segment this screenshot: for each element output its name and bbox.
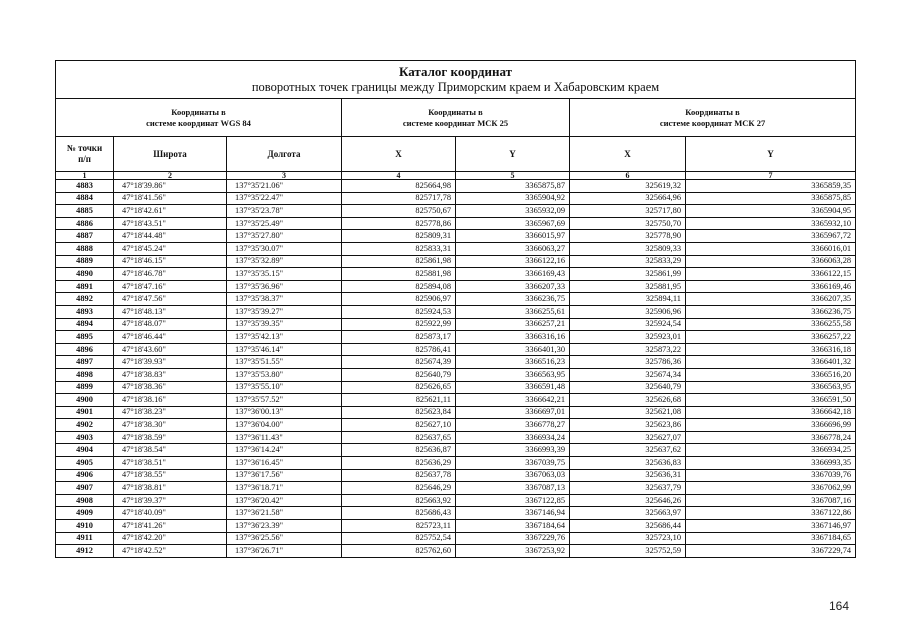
cell-y-msk27: 3366207,35 <box>686 293 856 306</box>
cell-longitude: 137°36'21.58" <box>227 507 342 520</box>
cell-x-msk27: 325636,83 <box>570 457 686 470</box>
cell-y-msk25: 3366778,27 <box>456 419 570 432</box>
cell-latitude: 47°18'41.56" <box>114 192 227 205</box>
cell-y-msk25: 3365967,69 <box>456 217 570 230</box>
cell-y-msk27: 3366255,58 <box>686 318 856 331</box>
table-row <box>56 469 856 482</box>
column-number: 2 <box>114 172 227 180</box>
cell-y-msk27: 3367122,86 <box>686 507 856 520</box>
cell-y-msk27: 3366934,25 <box>686 444 856 457</box>
cell-y-msk27: 3367039,76 <box>686 469 856 482</box>
cell-y-msk27: 3367184,65 <box>686 532 856 545</box>
cell-y-msk27: 3365932,10 <box>686 217 856 230</box>
cell-y-msk27: 3365859,35 <box>686 180 856 193</box>
table-row <box>56 419 856 432</box>
cell-y-msk25: 3367253,92 <box>456 545 570 558</box>
column-header-longitude: Долгота <box>227 137 342 172</box>
cell-x-msk25: 825906,97 <box>342 293 456 306</box>
cell-latitude: 47°18'48.13" <box>114 305 227 318</box>
cell-longitude: 137°35'35.15" <box>227 268 342 281</box>
cell-x-msk27: 325646,26 <box>570 494 686 507</box>
cell-x-msk25: 825686,43 <box>342 507 456 520</box>
cell-latitude: 47°18'38.30" <box>114 419 227 432</box>
cell-y-msk27: 3367062,99 <box>686 482 856 495</box>
cell-point-number: 4910 <box>56 520 114 533</box>
cell-y-msk27: 3366257,22 <box>686 331 856 344</box>
cell-point-number: 4886 <box>56 217 114 230</box>
cell-y-msk25: 3366563,95 <box>456 368 570 381</box>
cell-y-msk27: 3366563,95 <box>686 381 856 394</box>
cell-x-msk27: 325833,29 <box>570 255 686 268</box>
cell-longitude: 137°35'51.55" <box>227 356 342 369</box>
cell-x-msk27: 325750,70 <box>570 217 686 230</box>
cell-x-msk25: 825636,87 <box>342 444 456 457</box>
cell-latitude: 47°18'38.51" <box>114 457 227 470</box>
cell-latitude: 47°18'47.56" <box>114 293 227 306</box>
cell-x-msk25: 825663,92 <box>342 494 456 507</box>
cell-latitude: 47°18'39.86" <box>114 180 227 193</box>
table-row <box>56 192 856 205</box>
cell-x-msk27: 325778,90 <box>570 230 686 243</box>
cell-x-msk25: 825922,99 <box>342 318 456 331</box>
cell-longitude: 137°36'20.42" <box>227 494 342 507</box>
cell-x-msk27: 325924,54 <box>570 318 686 331</box>
cell-longitude: 137°35'36.96" <box>227 280 342 293</box>
cell-longitude: 137°36'14.24" <box>227 444 342 457</box>
cell-x-msk25: 825894,08 <box>342 280 456 293</box>
cell-longitude: 137°35'53.80" <box>227 368 342 381</box>
cell-point-number: 4899 <box>56 381 114 394</box>
table-row <box>56 230 856 243</box>
table-row <box>56 406 856 419</box>
cell-x-msk25: 825723,11 <box>342 520 456 533</box>
cell-latitude: 47°18'46.78" <box>114 268 227 281</box>
cell-y-msk25: 3366316,16 <box>456 331 570 344</box>
cell-point-number: 4893 <box>56 305 114 318</box>
cell-latitude: 47°18'45.24" <box>114 242 227 255</box>
cell-x-msk27: 325723,10 <box>570 532 686 545</box>
table-row <box>56 457 856 470</box>
group-header-line: Координаты в <box>685 106 740 117</box>
cell-point-number: 4895 <box>56 331 114 344</box>
cell-latitude: 47°18'44.48" <box>114 230 227 243</box>
cell-x-msk27: 325861,99 <box>570 268 686 281</box>
group-header-msk27 <box>570 99 856 137</box>
cell-y-msk27: 3366642,18 <box>686 406 856 419</box>
cell-y-msk25: 3367122,85 <box>456 494 570 507</box>
cell-latitude: 47°18'39.93" <box>114 356 227 369</box>
cell-point-number: 4890 <box>56 268 114 281</box>
cell-x-msk25: 825637,65 <box>342 431 456 444</box>
cell-y-msk25: 3365904,92 <box>456 192 570 205</box>
cell-latitude: 47°18'40.09" <box>114 507 227 520</box>
cell-x-msk25: 825881,98 <box>342 268 456 281</box>
cell-y-msk27: 3366993,35 <box>686 457 856 470</box>
cell-x-msk27: 325640,79 <box>570 381 686 394</box>
cell-point-number: 4911 <box>56 532 114 545</box>
group-header-msk25 <box>342 99 570 137</box>
cell-point-number: 4885 <box>56 205 114 218</box>
cell-latitude: 47°18'38.23" <box>114 406 227 419</box>
cell-longitude: 137°35'23.78" <box>227 205 342 218</box>
cell-x-msk27: 325621,08 <box>570 406 686 419</box>
cell-latitude: 47°18'39.37" <box>114 494 227 507</box>
cell-y-msk27: 3367146,97 <box>686 520 856 533</box>
cell-x-msk25: 825778,86 <box>342 217 456 230</box>
coordinate-catalog-table <box>55 60 856 558</box>
cell-x-msk25: 825752,54 <box>342 532 456 545</box>
cell-latitude: 47°18'41.26" <box>114 520 227 533</box>
column-number-row <box>56 172 856 180</box>
cell-x-msk27: 325752,59 <box>570 545 686 558</box>
cell-y-msk27: 3366016,01 <box>686 242 856 255</box>
column-header-text: п/п <box>78 154 91 164</box>
coordinate-rows <box>56 180 856 558</box>
cell-y-msk25: 3366934,24 <box>456 431 570 444</box>
cell-point-number: 4894 <box>56 318 114 331</box>
cell-longitude: 137°35'25.49" <box>227 217 342 230</box>
cell-point-number: 4903 <box>56 431 114 444</box>
table-row <box>56 343 856 356</box>
cell-x-msk25: 825623,84 <box>342 406 456 419</box>
cell-longitude: 137°35'42.13" <box>227 331 342 344</box>
cell-y-msk27: 3366696,99 <box>686 419 856 432</box>
catalog-title: Каталог координат <box>399 64 513 79</box>
cell-y-msk25: 3365932,09 <box>456 205 570 218</box>
group-header-line: системе координат МСК 25 <box>402 117 509 128</box>
group-header-line: Координаты в <box>428 106 483 117</box>
table-row <box>56 242 856 255</box>
cell-x-msk25: 825637,78 <box>342 469 456 482</box>
cell-y-msk25: 3366063,27 <box>456 242 570 255</box>
table-row <box>56 331 856 344</box>
cell-longitude: 137°35'22.47" <box>227 192 342 205</box>
cell-x-msk25: 825626,65 <box>342 381 456 394</box>
cell-x-msk27: 325873,22 <box>570 343 686 356</box>
cell-y-msk27: 3366169,46 <box>686 280 856 293</box>
cell-x-msk27: 325906,96 <box>570 305 686 318</box>
cell-point-number: 4889 <box>56 255 114 268</box>
cell-y-msk25: 3366993,39 <box>456 444 570 457</box>
cell-y-msk25: 3367229,76 <box>456 532 570 545</box>
cell-x-msk25: 825762,60 <box>342 545 456 558</box>
cell-longitude: 137°36'00.13" <box>227 406 342 419</box>
table-row <box>56 318 856 331</box>
cell-y-msk27: 3365967,72 <box>686 230 856 243</box>
page-number: 164 <box>829 599 850 613</box>
cell-y-msk25: 3366122,16 <box>456 255 570 268</box>
cell-x-msk27: 325881,95 <box>570 280 686 293</box>
column-number: 6 <box>570 172 686 180</box>
cell-x-msk27: 325809,33 <box>570 242 686 255</box>
cell-y-msk25: 3367087,13 <box>456 482 570 495</box>
cell-y-msk27: 3365875,85 <box>686 192 856 205</box>
cell-longitude: 137°35'55.10" <box>227 381 342 394</box>
cell-longitude: 137°36'04.00" <box>227 419 342 432</box>
cell-x-msk27: 325894,11 <box>570 293 686 306</box>
cell-point-number: 4884 <box>56 192 114 205</box>
table-row <box>56 444 856 457</box>
table-row <box>56 293 856 306</box>
column-header-x-msk27: X <box>570 137 686 172</box>
cell-y-msk27: 3366401,32 <box>686 356 856 369</box>
cell-x-msk25: 825924,53 <box>342 305 456 318</box>
cell-y-msk25: 3366207,33 <box>456 280 570 293</box>
cell-latitude: 47°18'43.60" <box>114 343 227 356</box>
cell-x-msk25: 825750,67 <box>342 205 456 218</box>
cell-y-msk25: 3366401,30 <box>456 343 570 356</box>
group-header-line: системе координат WGS 84 <box>146 117 251 128</box>
column-number: 5 <box>456 172 570 180</box>
cell-latitude: 47°18'38.54" <box>114 444 227 457</box>
cell-x-msk25: 825640,79 <box>342 368 456 381</box>
cell-latitude: 47°18'46.44" <box>114 331 227 344</box>
cell-y-msk27: 3366122,15 <box>686 268 856 281</box>
cell-y-msk25: 3366257,21 <box>456 318 570 331</box>
cell-latitude: 47°18'43.51" <box>114 217 227 230</box>
cell-longitude: 137°35'27.80" <box>227 230 342 243</box>
cell-x-msk27: 325674,34 <box>570 368 686 381</box>
cell-latitude: 47°18'42.61" <box>114 205 227 218</box>
cell-x-msk27: 325923,01 <box>570 331 686 344</box>
cell-x-msk27: 325626,68 <box>570 394 686 407</box>
cell-x-msk27: 325637,79 <box>570 482 686 495</box>
table-row <box>56 394 856 407</box>
cell-x-msk25: 825809,31 <box>342 230 456 243</box>
column-header-point <box>56 137 114 172</box>
cell-latitude: 47°18'42.52" <box>114 545 227 558</box>
cell-x-msk27: 325717,80 <box>570 205 686 218</box>
table-row <box>56 356 856 369</box>
cell-x-msk27: 325637,62 <box>570 444 686 457</box>
cell-point-number: 4897 <box>56 356 114 369</box>
catalog-title-block <box>56 61 856 99</box>
cell-x-msk27: 325663,97 <box>570 507 686 520</box>
cell-point-number: 4908 <box>56 494 114 507</box>
group-header-line: системе координат МСК 27 <box>659 117 766 128</box>
table-row <box>56 507 856 520</box>
column-header-text: № точки <box>66 143 103 153</box>
cell-x-msk25: 825674,39 <box>342 356 456 369</box>
table-row <box>56 368 856 381</box>
cell-longitude: 137°35'32.89" <box>227 255 342 268</box>
cell-longitude: 137°35'39.35" <box>227 318 342 331</box>
cell-y-msk27: 3366236,75 <box>686 305 856 318</box>
cell-point-number: 4907 <box>56 482 114 495</box>
cell-x-msk27: 325664,96 <box>570 192 686 205</box>
table-row <box>56 494 856 507</box>
cell-x-msk25: 825717,78 <box>342 192 456 205</box>
column-header-y-msk25: Y <box>456 137 570 172</box>
cell-latitude: 47°18'38.55" <box>114 469 227 482</box>
cell-latitude: 47°18'47.16" <box>114 280 227 293</box>
column-number: 7 <box>686 172 856 180</box>
cell-point-number: 4898 <box>56 368 114 381</box>
table-row <box>56 205 856 218</box>
cell-latitude: 47°18'42.20" <box>114 532 227 545</box>
cell-x-msk27: 325619,32 <box>570 180 686 193</box>
cell-point-number: 4887 <box>56 230 114 243</box>
cell-point-number: 4891 <box>56 280 114 293</box>
cell-longitude: 137°36'26.71" <box>227 545 342 558</box>
cell-latitude: 47°18'38.81" <box>114 482 227 495</box>
cell-y-msk27: 3366063,28 <box>686 255 856 268</box>
cell-x-msk27: 325786,36 <box>570 356 686 369</box>
cell-longitude: 137°35'21.06" <box>227 180 342 193</box>
cell-point-number: 4912 <box>56 545 114 558</box>
cell-longitude: 137°35'57.52" <box>227 394 342 407</box>
cell-longitude: 137°36'17.56" <box>227 469 342 482</box>
cell-latitude: 47°18'38.36" <box>114 381 227 394</box>
cell-x-msk25: 825786,41 <box>342 343 456 356</box>
cell-y-msk25: 3366255,61 <box>456 305 570 318</box>
column-number: 1 <box>56 172 114 180</box>
cell-point-number: 4888 <box>56 242 114 255</box>
table-row <box>56 268 856 281</box>
cell-y-msk27: 3367087,16 <box>686 494 856 507</box>
cell-y-msk25: 3367039,75 <box>456 457 570 470</box>
cell-latitude: 47°18'46.15" <box>114 255 227 268</box>
cell-y-msk25: 3366697,01 <box>456 406 570 419</box>
cell-y-msk27: 3366516,20 <box>686 368 856 381</box>
cell-longitude: 137°35'30.07" <box>227 242 342 255</box>
cell-x-msk25: 825646,29 <box>342 482 456 495</box>
cell-point-number: 4905 <box>56 457 114 470</box>
cell-longitude: 137°36'25.56" <box>227 532 342 545</box>
table-row <box>56 280 856 293</box>
catalog-subtitle: поворотных точек границы между Приморским краем и Хабаровским краем <box>251 80 660 94</box>
cell-x-msk25: 825627,10 <box>342 419 456 432</box>
table-row <box>56 532 856 545</box>
cell-x-msk27: 325636,31 <box>570 469 686 482</box>
cell-longitude: 137°36'18.71" <box>227 482 342 495</box>
cell-point-number: 4902 <box>56 419 114 432</box>
table-row <box>56 255 856 268</box>
cell-y-msk25: 3366015,97 <box>456 230 570 243</box>
table-row <box>56 482 856 495</box>
cell-y-msk27: 3365904,95 <box>686 205 856 218</box>
column-header-y-msk27: Y <box>686 137 856 172</box>
cell-latitude: 47°18'38.16" <box>114 394 227 407</box>
table-row <box>56 180 856 193</box>
column-number: 4 <box>342 172 456 180</box>
table-row <box>56 381 856 394</box>
cell-longitude: 137°35'38.37" <box>227 293 342 306</box>
cell-point-number: 4909 <box>56 507 114 520</box>
cell-x-msk25: 825621,11 <box>342 394 456 407</box>
cell-latitude: 47°18'38.59" <box>114 431 227 444</box>
cell-longitude: 137°35'46.14" <box>227 343 342 356</box>
table-row <box>56 431 856 444</box>
cell-x-msk27: 325686,44 <box>570 520 686 533</box>
cell-x-msk25: 825664,98 <box>342 180 456 193</box>
cell-y-msk25: 3367063,03 <box>456 469 570 482</box>
cell-x-msk25: 825833,31 <box>342 242 456 255</box>
cell-x-msk27: 325627,07 <box>570 431 686 444</box>
column-header-x-msk25: X <box>342 137 456 172</box>
cell-point-number: 4901 <box>56 406 114 419</box>
table-row <box>56 520 856 533</box>
cell-point-number: 4900 <box>56 394 114 407</box>
cell-latitude: 47°18'48.07" <box>114 318 227 331</box>
cell-y-msk25: 3366516,23 <box>456 356 570 369</box>
cell-x-msk25: 825861,98 <box>342 255 456 268</box>
cell-x-msk27: 325623,86 <box>570 419 686 432</box>
cell-x-msk25: 825636,29 <box>342 457 456 470</box>
cell-y-msk25: 3366591,48 <box>456 381 570 394</box>
cell-y-msk27: 3366591,50 <box>686 394 856 407</box>
table-row <box>56 305 856 318</box>
cell-longitude: 137°35'39.27" <box>227 305 342 318</box>
group-header-line: Координаты в <box>171 106 226 117</box>
cell-point-number: 4883 <box>56 180 114 193</box>
table-row <box>56 217 856 230</box>
cell-longitude: 137°36'11.43" <box>227 431 342 444</box>
cell-point-number: 4904 <box>56 444 114 457</box>
cell-x-msk25: 825873,17 <box>342 331 456 344</box>
cell-y-msk27: 3366778,24 <box>686 431 856 444</box>
cell-y-msk27: 3366316,18 <box>686 343 856 356</box>
cell-y-msk25: 3366169,43 <box>456 268 570 281</box>
cell-point-number: 4906 <box>56 469 114 482</box>
cell-longitude: 137°36'23.39" <box>227 520 342 533</box>
group-header-wgs84 <box>56 99 342 137</box>
cell-longitude: 137°36'16.45" <box>227 457 342 470</box>
cell-y-msk25: 3366642,21 <box>456 394 570 407</box>
cell-y-msk25: 3366236,75 <box>456 293 570 306</box>
cell-y-msk27: 3367229,74 <box>686 545 856 558</box>
cell-y-msk25: 3365875,87 <box>456 180 570 193</box>
cell-point-number: 4896 <box>56 343 114 356</box>
column-header-latitude: Широта <box>114 137 227 172</box>
table-row <box>56 545 856 558</box>
column-number: 3 <box>227 172 342 180</box>
cell-point-number: 4892 <box>56 293 114 306</box>
cell-latitude: 47°18'38.83" <box>114 368 227 381</box>
cell-y-msk25: 3367184,64 <box>456 520 570 533</box>
cell-y-msk25: 3367146,94 <box>456 507 570 520</box>
